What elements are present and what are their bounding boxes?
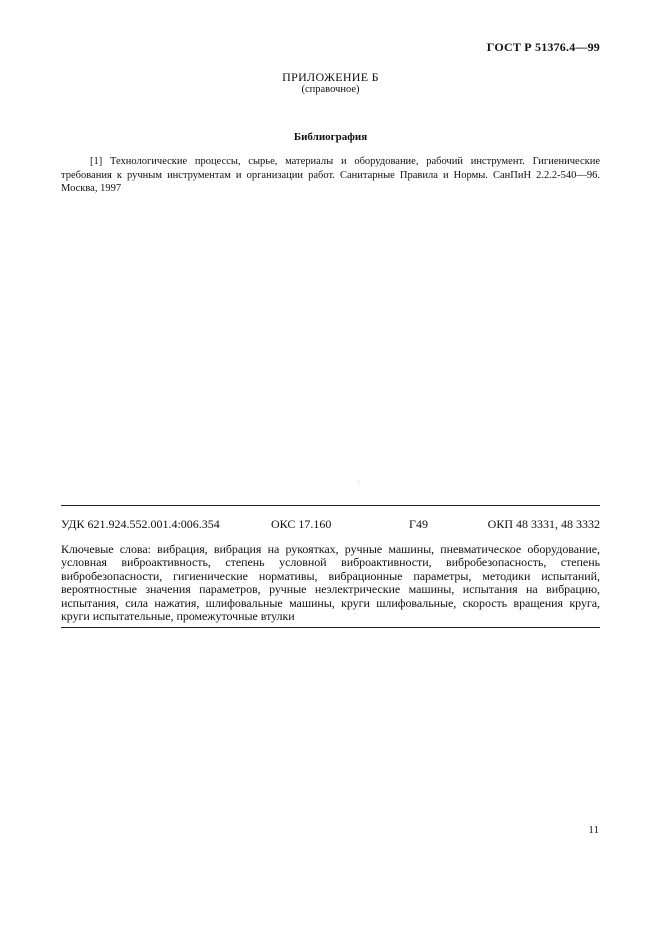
- okp-code: ОКП 48 3331, 48 3332: [487, 517, 600, 531]
- oks-code: ОКС 17.160: [271, 517, 332, 531]
- bibliography-heading: Библиография: [293, 131, 368, 143]
- appendix-subtitle: (справочное): [301, 84, 360, 95]
- divider-bottom: [61, 627, 600, 628]
- keywords-paragraph: Ключевые слова: вибрация, вибрация на рукоятках, ручные машины, пневматическое оборудование, условная виброактивность, степень условной виброактивности, вибробезопасность, степень вибробезопасности, гигиенические нормативы, вибрационные параметры, методики испытаний, вероятностные значения параметров, ручные неэлектрические машины, испытания на вибрацию, испытания, сила нажатия, шлифовальные машины, круги шлифовальные, скорость вращения круга, круги испытательные, промежуточные втулки: [61, 542, 600, 624]
- bibliography-entry: [1] Технологические процессы, сырье, материалы и оборудование, рабочий инструмент. Гигиенические требования к ручным инструментам и организации работ. Санитарные Правила и Нормы. СанПиН 2.2.2-540—96. Москва, 1997: [61, 156, 600, 194]
- appendix-title: ПРИЛОЖЕНИЕ Б: [282, 70, 379, 84]
- standard-code: ГОСТ Р 51376.4—99: [486, 40, 600, 54]
- appendix-header: [0, 70, 661, 96]
- scan-speck: [358, 481, 359, 482]
- udk-code: УДК 621.924.552.001.4:006.354: [61, 517, 220, 531]
- page-number: 11: [588, 824, 599, 836]
- group-code: Г49: [409, 517, 428, 531]
- divider-top: [61, 505, 600, 506]
